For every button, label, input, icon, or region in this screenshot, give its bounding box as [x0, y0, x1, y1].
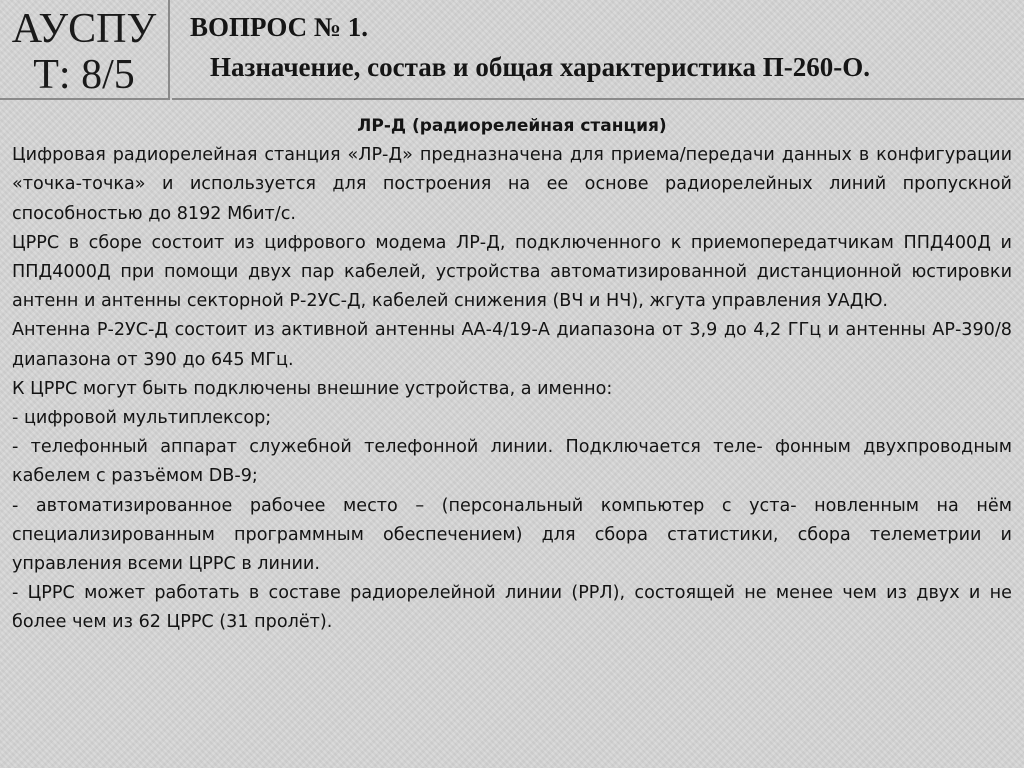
slide-body [12, 112, 1012, 638]
slide-header [0, 0, 1024, 102]
question-number: ВОПРОС № 1. [190, 12, 369, 42]
list-item: - цифровой мультиплексор; [12, 408, 272, 429]
paragraph: ЦРРС в сборе состоит из цифрового модема ЛР-Д, подключенного к приемопередатчикам ППД400Д и ППД4000Д при помощи двух пар кабелей, устройства автоматизированной дистанционной юстировки антенн и антенны секторной Р-2УС-Д, кабелей снижения (ВЧ и НЧ), жгута управления УАДЮ. [12, 232, 1012, 312]
list-item: - ЦРРС может работать в составе радиорелейной линии (РРЛ), состоящей не менее чем из двух и не более чем из 62 ЦРРС (31 пролёт). [12, 583, 1012, 633]
question-topic: Назначение, состав и общая характеристика П-260-О. [210, 52, 870, 82]
topic-code-line1: АУСПУ [11, 6, 157, 52]
list-item: - телефонный аппарат служебной телефонной линии. Подключается теле- фонным двухпроводным кабелем с разъёмом DB-9; [12, 437, 1012, 487]
topic-code-box [0, 0, 170, 100]
paragraph: Цифровая радиорелейная станция «ЛР-Д» предназначена для приема/передачи данных в конфигурации «точка-точка» и используется для построения на ее основе радиорелейных линий пропускной способностью до 8192 Мбит/с. [12, 145, 1012, 224]
topic-code-line2: Т: 8/5 [33, 52, 135, 98]
section-heading: ЛР-Д (радиорелейная станция) [357, 116, 667, 136]
paragraph: К ЦРРС могут быть подключены внешние устройства, а именно: [12, 378, 613, 399]
title-box [172, 0, 1024, 100]
list-item: - автоматизированное рабочее место – (персональный компьютер с уста- новленным на нём специализированным программным обеспечением) для сбора статистики, сбора телеметрии и управления всеми ЦРРС в линии. [12, 495, 1012, 575]
paragraph: Антенна Р-2УС-Д состоит из активной антенны АА-4/19-А диапазона от 3,9 до 4,2 ГГц и антенны АР-390/8 диапазона от 390 до 645 МГц. [12, 320, 1012, 370]
